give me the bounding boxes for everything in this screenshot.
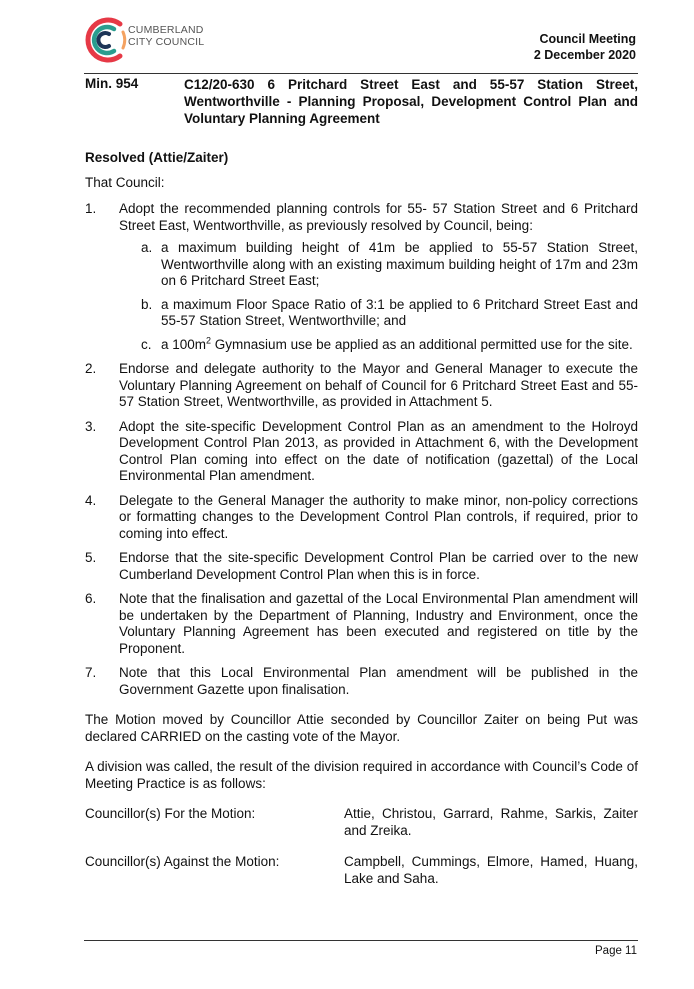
page-number: Page 11 [595,945,637,957]
votes-for-row [85,806,638,840]
resolution-item [85,493,638,543]
resolution-item [85,591,638,657]
votes-against-row [85,854,638,888]
votes-against-label: Councillor(s) Against the Motion: [85,854,280,869]
item-text: Endorse and delegate authority to the Mayor and General Manager to execute the Voluntary Planning Agreement on behalf of Council for 6 Pritchard Street East and 55-57 Station Street, Wentworthville, as provided in Attachment 5. [119,361,638,409]
sub-item [119,337,638,354]
meeting-name: Council Meeting [539,32,636,46]
sub-item-letter: b. [141,296,153,312]
minute-body [85,150,638,888]
minute-title: C12/20-630 6 Pritchard Street East and 55-57 Station Street, Wentworthville - Planning Proposal, Development Control Plan and Voluntary Planning Agreement [184,77,638,126]
votes-against-names: Campbell, Cummings, Elmore, Hamed, Huang, Lake and Saha. [344,854,638,886]
item-text: Note that this Local Environmental Plan amendment will be published in the Government Gazette upon finalisation. [119,665,638,697]
sub-item-letter: c. [141,336,152,352]
minute-number: Min. 954 [85,76,139,91]
resolution-item [85,665,638,698]
division-statement: A division was called, the result of the division required in accordance with Council’s Code of Meeting Practice is as follows: [85,759,638,791]
votes-for-label: Councillor(s) For the Motion: [85,806,256,821]
item-text: Adopt the site-specific Development Control Plan as an amendment to the Holroyd Development Control Plan 2013, as provided in Attachment 6, with the Development Control Plan coming into effect on the date of notification (gazettal) of the Local Environmental Plan amendment. [119,418,638,483]
sub-item-text-post: Gymnasium use be applied as an additional permitted use for the site. [211,336,633,352]
sub-item [119,297,638,330]
item-number: 2. [85,361,97,376]
meeting-header [534,31,636,63]
resolution-item [85,550,638,583]
item-text: Delegate to the General Manager the authority to make minor, non-policy corrections or formatting changes to the Development Control Plan controls, if required, prior to coming into effect. [119,492,638,541]
resolution-item [85,361,638,411]
motion-result: The Motion moved by Councillor Attie seconded by Councillor Zaiter on being Put was declared CARRIED on the casting vote of the Mayor. [85,712,638,744]
item-number: 5. [85,550,97,565]
org-name-line1: CUMBERLAND [128,24,204,36]
item-text: Note that the finalisation and gazettal of the Local Environmental Plan amendment will be undertaken by the Department of Planning, Industry and Environment, once the Voluntary Planning Agreement has been executed and registered on title by the Proponent. [119,591,638,656]
header-divider [84,73,638,74]
item-number: 1. [85,201,97,216]
item-number: 7. [85,665,97,680]
sub-item [119,240,638,290]
resolution-item [85,201,638,353]
item-text: Adopt the recommended planning controls for 55- 57 Station Street and 6 Pritchard Street East, Wentworthville, as previously resolved by Council, being: [119,201,638,233]
resolution-list [85,201,638,698]
resolution-heading: Resolved (Attie/Zaiter) [85,150,229,165]
item-number: 6. [85,591,97,606]
council-logo [80,14,220,70]
org-name-line2: CITY COUNCIL [128,36,205,48]
item-number: 4. [85,492,97,508]
sub-item-text: a maximum Floor Space Ratio of 3:1 be applied to 6 Pritchard Street East and 55-57 Station Street, Wentworthville; and [161,296,638,328]
sub-item-text-pre: a 100m [161,336,207,352]
votes-for-names: Attie, Christou, Garrard, Rahme, Sarkis, Zaiter and Zreika. [344,806,638,838]
sub-list [119,240,638,353]
superscript: 2 [206,335,212,345]
item-text: Endorse that the site-specific Development Control Plan be carried over to the new Cumberland Development Control Plan when this is in force. [119,550,638,582]
resolution-item [85,419,638,485]
council-logo-icon [80,14,128,66]
sub-item-text: a maximum building height of 41m be applied to 55-57 Station Street, Wentworthville along with an existing maximum building height of 17m and 23m on 6 Pritchard Street East; [161,240,638,288]
council-logo-text [128,24,204,48]
resolution-intro: That Council: [85,174,165,190]
meeting-date: 2 December 2020 [533,48,636,62]
sub-item-letter: a. [141,240,153,255]
footer-divider [84,940,638,941]
item-number: 3. [85,418,97,434]
